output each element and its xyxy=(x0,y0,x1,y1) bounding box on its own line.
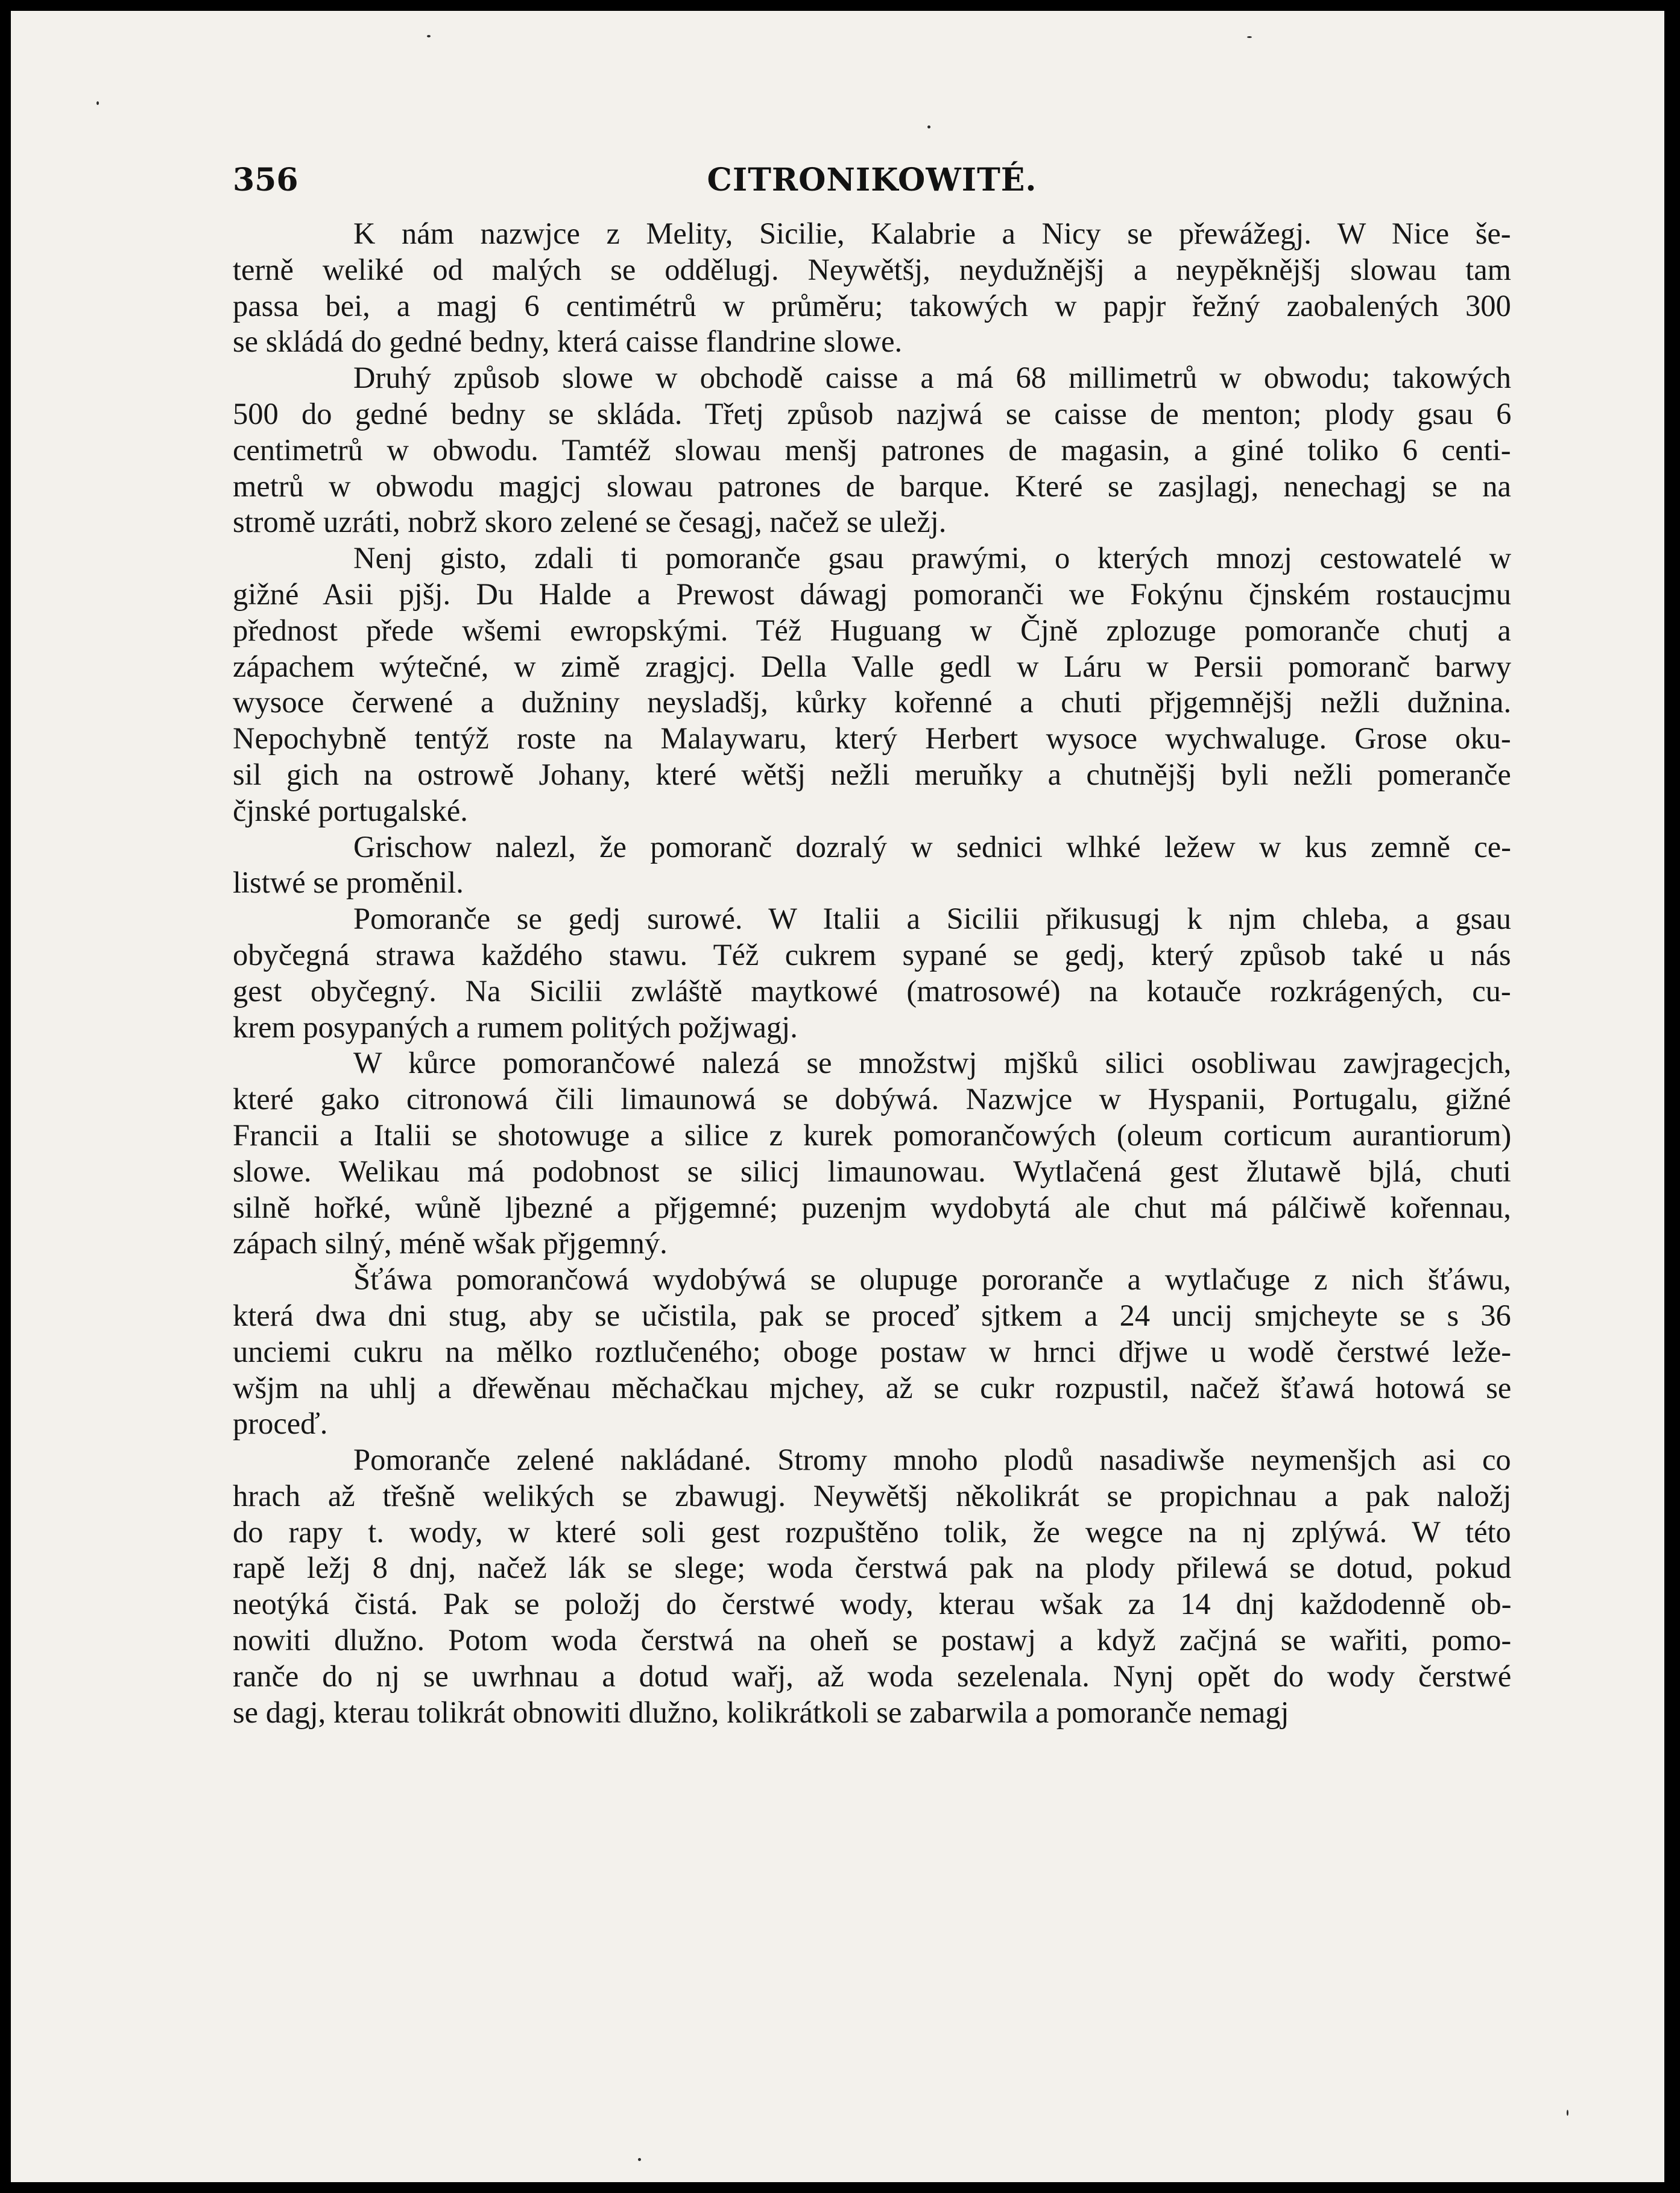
text-line: wysoce čerwené a dužniny neysladšj, kůrky kořenné a chuti přjgemnějšj nežli dužnina. xyxy=(233,685,1512,720)
text-line: se dagj, kterau tolikrát obnowiti dlužno, kolikrátkoli se zabarwila a pomoranče nemagj xyxy=(233,1695,1289,1729)
text-line: přednost přede wšemi ewropskými. Též Huguang w Čjně zplozuge pomoranče chutj a xyxy=(233,613,1511,647)
paper-speck xyxy=(638,2158,641,2161)
text-line: slowe. Welikau má podobnost se silicj limaunowau. Wytlačená gest žlutawě bjlá, chuti xyxy=(233,1154,1511,1188)
text-line: listwé se proměnil. xyxy=(233,865,464,900)
text-line: nowiti dlužno. Potom woda čerstwá na oheň se postawj a když začjná se wařiti, pomo- xyxy=(233,1623,1512,1657)
text-line: hrach až třešně welikých se zbawugj. Neywětšj několikrát se propichnau a pak naložj xyxy=(233,1478,1512,1513)
page-header xyxy=(233,162,1511,216)
text-line: proceď. xyxy=(233,1407,328,1441)
page-number: 356 xyxy=(233,162,298,198)
text-line: do rapy t. wody, w které soli gest rozpuštěno tolik, že wegce na nj zplýwá. W této xyxy=(233,1514,1511,1549)
book-page xyxy=(11,11,1664,2182)
text-line: zápach silný, méně wšak přjgemný. xyxy=(233,1226,668,1261)
paragraph xyxy=(233,216,1511,360)
text-line: krem posypaných a rumem politých požjwagj. xyxy=(233,1010,798,1044)
text-line: Nenj gisto, zdali ti pomoranče gsau prawými, o kterých mnozj cestowatelé w xyxy=(353,541,1512,575)
text-line: wšjm na uhlj a dřewěnau měchačkau mjchey, až se cukr rozpustil, načež šťawá hotowá se xyxy=(233,1370,1512,1405)
text-line: zápachem wýtečné, w zimě zragjcj. Della Valle gedl w Láru w Persii pomoranč barwy xyxy=(233,649,1512,683)
text-line: Druhý způsob slowe w obchodě caisse a má 68 millimetrů w obwodu; takowých xyxy=(353,361,1511,395)
text-line: silně hořké, wůně ljbezné a přjgemné; puzenjm wydobytá ale chut má pálčiwě kořennau, xyxy=(233,1190,1511,1224)
text-line: metrů w obwodu magjcj slowau patrones de barque. Které se zasjlagj, nenechagj se na xyxy=(233,469,1511,503)
paper-speck xyxy=(1567,2110,1568,2116)
text-line: Pomoranče se gedj surowé. W Italii a Sicilii přikusugj k njm chleba, a gsau xyxy=(353,902,1512,936)
text-line: které gako citronowá čili limaunowá se dobýwá. Nazwjce w Hyspanii, Portugalu, gižné xyxy=(233,1082,1511,1116)
paragraph xyxy=(233,829,1511,902)
paper-speck xyxy=(427,35,431,37)
paragraph xyxy=(233,1045,1511,1262)
text-line: K nám nazwjce z Melity, Sicilie, Kalabrie a Nicy se přewážegj. W Nice še- xyxy=(353,217,1511,250)
paper-speck xyxy=(1247,36,1252,38)
text-line: unciemi cukru na mělko roztlučeného; oboge postaw w hrnci dřjwe u wodě čerstwé leže- xyxy=(233,1334,1512,1369)
paragraph xyxy=(233,1442,1511,1730)
text-line: W kůrce pomorančowé nalezá se množstwj mjšků silici osobliwau zawjragecjch, xyxy=(353,1046,1512,1080)
running-title: CITRONIKOWITÉ. xyxy=(707,162,1037,198)
paragraph xyxy=(233,540,1511,829)
text-line: obyčegná strawa každého stawu. Též cukrem sypané se gedj, který způsob také u nás xyxy=(233,937,1511,972)
text-line: Šťáwa pomorančowá wydobýwá se olupuge pororanče a wytlačuge z nich šťáwu, xyxy=(353,1262,1511,1297)
text-line: ranče do nj se uwrhnau a dotud wařj, až woda sezelenala. Nynj opět do wody čerstwé xyxy=(233,1659,1512,1693)
paper-speck xyxy=(96,101,99,105)
text-line: která dwa dni stug, aby se učistila, pak se proceď sjtkem a 24 uncij smjcheyte se s 36 xyxy=(233,1298,1511,1332)
text-line: 500 do gedné bedny se skláda. Třetj způsob nazjwá se caisse de menton; plody gsau 6 xyxy=(233,396,1512,431)
text-line: Grischow nalezl, že pomoranč dozralý w sednici wlhké ležew w kus zemně ce- xyxy=(353,829,1511,864)
paragraph xyxy=(233,1262,1511,1442)
text-line: Francii a Italii se shotowuge a silice z kurek pomorančowých (oleum corticum aurantiorum) xyxy=(233,1118,1512,1152)
text-line: passa bei, a magj 6 centimétrů w průměru; takowých w papjr řežný zaobalených 300 xyxy=(233,288,1511,323)
text-line: gest obyčegný. Na Sicilii zwláště maytkowé (matrosowé) na kotauče rozkrágených, cu- xyxy=(233,973,1511,1008)
text-line: Pomoranče zelené nakládané. Stromy mnoho plodů nasadiwše neymenšjch asi co xyxy=(353,1443,1511,1477)
text-line: sil gich na ostrowě Johany, které wětšj nežli meruňky a chutnějšj byli nežli pomeranče xyxy=(233,757,1511,791)
text-line: Nepochybně tentýž roste na Malaywaru, který Herbert wysoce wychwaluge. Grose oku- xyxy=(233,721,1511,756)
paper-speck xyxy=(927,125,930,128)
text-line: stromě uzráti, nobrž skoro zelené se česagj, načež se uležj. xyxy=(233,505,947,539)
text-line: rapě ležj 8 dnj, načež lák se slege; woda čerstwá pak na plody přilewá se dotud, pokud xyxy=(233,1551,1512,1585)
body-text xyxy=(233,216,1511,1730)
text-line: centimetrů w obwodu. Tamtéž slowau menšj patrones de magasin, a giné toliko 6 centi- xyxy=(233,432,1511,467)
text-line: neotýká čistá. Pak se položj do čerstwé wody, kterau wšak za 14 dnj každodenně ob- xyxy=(233,1587,1512,1621)
text-line: terně weliké od malých se oddělugj. Neywětšj, neydužnějšj a neypěknějšj slowau tam xyxy=(233,252,1511,286)
text-line: gižné Asii pjšj. Du Halde a Prewost dáwagj pomoranči we Fokýnu čjnském rostaucjmu xyxy=(233,577,1511,611)
text-line: se skládá do gedné bedny, která caisse flandrine slowe. xyxy=(233,324,903,359)
paragraph xyxy=(233,901,1511,1045)
paragraph xyxy=(233,360,1511,540)
text-line: čjnské portugalské. xyxy=(233,793,468,828)
